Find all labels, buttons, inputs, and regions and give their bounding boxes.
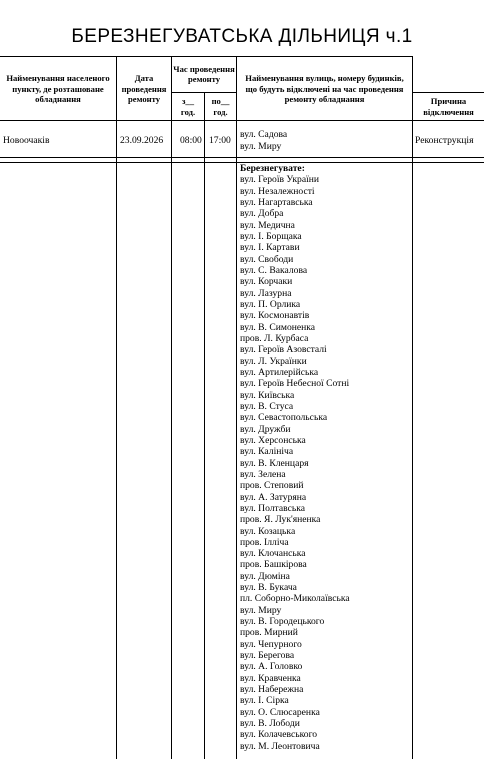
row1-street-2: вул. Миру: [240, 141, 282, 152]
street-item: вул. І. Борщака: [240, 230, 302, 242]
street-item: вул. В. Кленцаря: [240, 457, 309, 469]
street-item: пров. Степовий: [240, 480, 304, 492]
header-date: Дата проведення ремонту: [121, 73, 167, 105]
street-item: вул. Героїв Небесної Сотні: [240, 378, 350, 390]
header-streets: Найменування вулиць, номеру будинків, що будуть відключені на час проведення ремонту обладнання: [245, 73, 404, 105]
street-item: вул. Дюміна: [240, 570, 290, 582]
street-item: вул. Чепурного: [240, 638, 302, 650]
street-item: вул. О. Слюсаренка: [240, 706, 320, 718]
street-item: вул. А. Головко: [240, 661, 303, 673]
row1-time-from: 08:00: [180, 135, 202, 146]
street-item: вул. В. Стуса: [240, 400, 294, 412]
street-item: вул. Героїв Азовсталі: [240, 344, 327, 356]
street-item: вул. Добра: [240, 208, 284, 220]
street-item: пл. Соборно-Миколаївська: [240, 593, 350, 605]
table-col-divider: [412, 56, 413, 759]
street-item: вул. В. Лободи: [240, 718, 300, 730]
street-item: вул. Колачевського: [240, 729, 318, 741]
street-item: вул. Дружби: [240, 423, 291, 435]
row2-street-list: [240, 163, 412, 752]
street-item: вул. Херсонська: [240, 434, 306, 446]
street-item: вул. Калініча: [240, 446, 294, 458]
street-item: вул. Л. Українки: [240, 355, 307, 367]
header-time-to: по__ год.: [211, 96, 230, 117]
table-rule: [412, 92, 484, 93]
street-item: вул. Артилерійська: [240, 366, 319, 378]
header-time-from: з__ год.: [180, 96, 196, 117]
street-item: вул. Берегова: [240, 650, 295, 662]
street-item: вул. Зелена: [240, 468, 286, 480]
row1-settlement: Новоочаків: [3, 135, 50, 146]
street-item: вул. М. Леонтовича: [240, 740, 320, 752]
street-item: вул. Севастопольська: [240, 412, 328, 424]
street-item: вул. Космонавтів: [240, 310, 310, 322]
street-item: пров. Башкірова: [240, 559, 307, 571]
street-item: вул. І. Картави: [240, 242, 300, 254]
street-item: вул. В. Симоненка: [240, 321, 316, 333]
street-item: вул. П. Орлика: [240, 298, 301, 310]
table-col-divider: [116, 56, 117, 759]
street-item: вул. Кравченка: [240, 672, 301, 684]
header-settlement: Найменування населеного пункту, де розташоване обладнання: [6, 73, 110, 105]
street-item: вул. Лазурна: [240, 287, 292, 299]
street-item: вул. Полтавська: [240, 502, 305, 514]
street-item: вул. В. Городецького: [240, 616, 325, 628]
street-item: вул. С. Вакалова: [240, 264, 308, 276]
header-time: Час проведення ремонту: [173, 63, 235, 84]
row1-reason: Реконструкція: [415, 135, 474, 146]
row2-heading: Березнегувате:: [240, 163, 305, 174]
street-item: вул. Корчаки: [240, 276, 293, 288]
row1-time-to: 17:00: [209, 135, 231, 146]
row1-date: 23.09.2026: [120, 135, 164, 146]
street-item: вул. Медична: [240, 219, 295, 231]
street-item: вул. Героїв України: [240, 174, 320, 186]
table-col-divider: [204, 92, 205, 759]
header-reason: Причина відключення: [423, 96, 474, 117]
street-item: пров. Я. Лук'яненка: [240, 514, 321, 526]
street-item: вул. Набережна: [240, 684, 304, 696]
street-item: вул. Клочанська: [240, 548, 306, 560]
street-item: вул. Козацька: [240, 525, 296, 537]
row1-street-1: вул. Садова: [240, 129, 288, 140]
street-item: вул. Миру: [240, 604, 282, 616]
street-item: вул. Нагартавська: [240, 196, 313, 208]
street-item: пров. Ілліча: [240, 536, 289, 548]
street-item: вул. І. Сірка: [240, 695, 289, 707]
street-item: пров. Л. Курбаса: [240, 332, 309, 344]
street-item: пров. Мирний: [240, 627, 298, 639]
street-item: вул. Київська: [240, 389, 295, 401]
street-item: вул. В. Букача: [240, 582, 297, 594]
page-title: БЕРЕЗНЕГУВАТСЬКА ДІЛЬНИЦЯ ч.1: [71, 26, 413, 47]
street-item: вул. Свободи: [240, 253, 294, 265]
table-col-divider: [236, 56, 237, 759]
street-item: вул. Незалежності: [240, 185, 315, 197]
street-item: вул. А. Затуряна: [240, 491, 307, 503]
table-col-divider: [171, 56, 172, 759]
